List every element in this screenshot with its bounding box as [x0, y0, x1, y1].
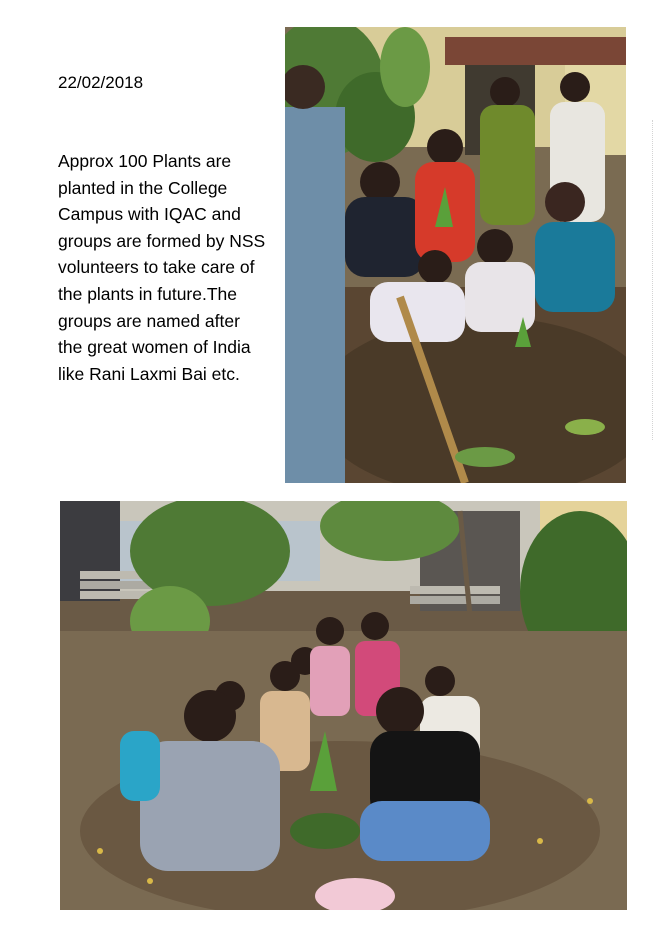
page-edge-marks	[652, 120, 656, 440]
photo-planting-activity	[285, 27, 626, 483]
photo-group-gathering	[60, 501, 627, 910]
caption-text: Approx 100 Plants are planted in the College Campus with IQAC and groups are formed by NSS volunteers to take care of the plants in future.The groups are named after the great women of India like Rani Laxmi Bai etc.	[58, 151, 266, 384]
photo-group-illustration	[60, 501, 627, 910]
date-heading: 22/02/2018	[58, 73, 144, 92]
photo-planting-illustration	[285, 27, 626, 483]
